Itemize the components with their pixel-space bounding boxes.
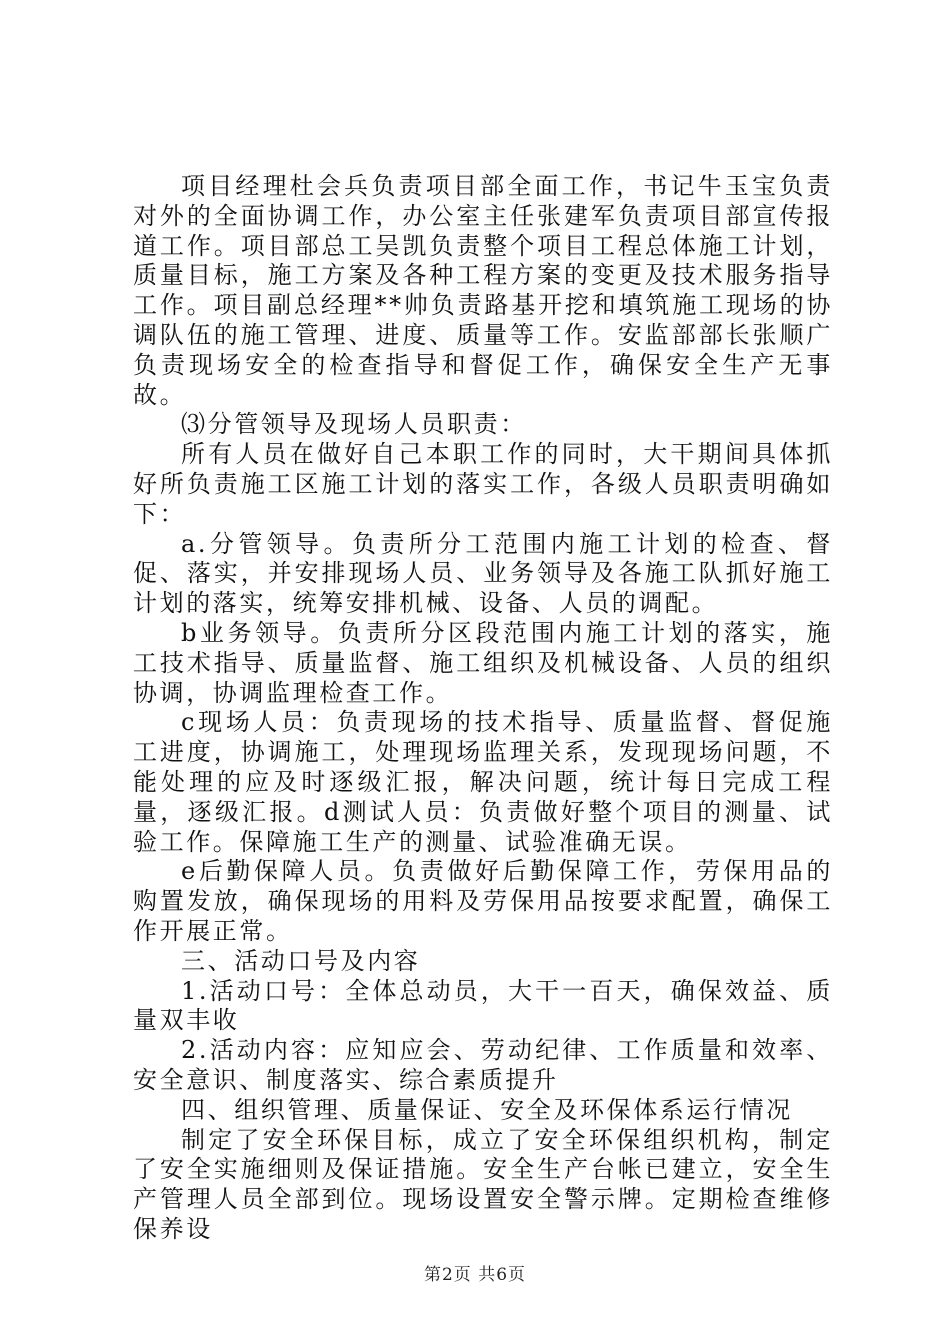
section-heading-slogan: 三、活动口号及内容 <box>181 946 421 975</box>
paragraph-duties-intro: 所有人员在做好自己本职工作的同时，大干期间具体抓好所负责施工区施工计划的落实工作，各级人员职责明确如下： <box>133 440 833 528</box>
paragraph-duty-c-d: c现场人员：负责现场的技术指导、质量监督、督促施工进度，协调施工，处理现场监理关系，发现现场问题，不能处理的应及时逐级汇报，解决问题，统计每日完成工程量，逐级汇报。d测试人员：负责做好整个项目的测量、试验工作。保障施工生产的测量、试验准确无误。 <box>133 708 833 856</box>
paragraph-safety: 制定了安全环保目标，成立了安全环保组织机构，制定了安全实施细则及保证措施。安全生产台帐已建立，安全生产管理人员全部到位。现场设置安全警示牌。定期检查维修保养设 <box>133 1125 833 1243</box>
paragraph-duty-a: a.分管领导。负责所分工范围内施工计划的检查、督促、落实，并安排现场人员、业务领导及各施工队抓好施工计划的落实，统筹安排机械、设备、人员的调配。 <box>133 529 833 618</box>
paragraph-duty-b: b业务领导。负责所分区段范围内施工计划的落实，施工技术指导、质量监督、施工组织及机械设备、人员的组织协调，协调监理检查工作。 <box>133 618 833 707</box>
paragraph-activity-content: 2.活动内容：应知应会、劳动纪律、工作质量和效率、安全意识、制度落实、综合素质提升 <box>133 1036 833 1094</box>
document-body <box>133 172 833 1245</box>
section-heading-management: 四、组织管理、质量保证、安全及环保体系运行情况 <box>181 1095 793 1124</box>
page-number-footer: 第2页 共6页 <box>423 1265 527 1285</box>
paragraph-project-leaders: 项目经理杜会兵负责项目部全面工作，书记牛玉宝负责对外的全面协调工作，办公室主任张建军负责项目部宣传报道工作。项目部总工吴凯负责整个项目工程总体施工计划，质量目标，施工方案及各种工程方案的变更及技术服务指导工作。项目副总经理**帅负责路基开挖和填筑施工现场的协调队伍的施工管理、进度、质量等工作。安监部部长张顺广负责现场安全的检查指导和督促工作，确保安全生产无事故。 <box>133 172 833 409</box>
paragraph-duties-heading: ⑶分管领导及现场人员职责： <box>181 410 527 439</box>
paragraph-duty-e: e后勤保障人员。负责做好后勤保障工作，劳保用品的购置发放，确保现场的用料及劳保用品按要求配置，确保工作开展正常。 <box>133 857 833 945</box>
paragraph-slogan: 1.活动口号：全体总动员，大干一百天，确保效益、质量双丰收 <box>133 976 833 1035</box>
